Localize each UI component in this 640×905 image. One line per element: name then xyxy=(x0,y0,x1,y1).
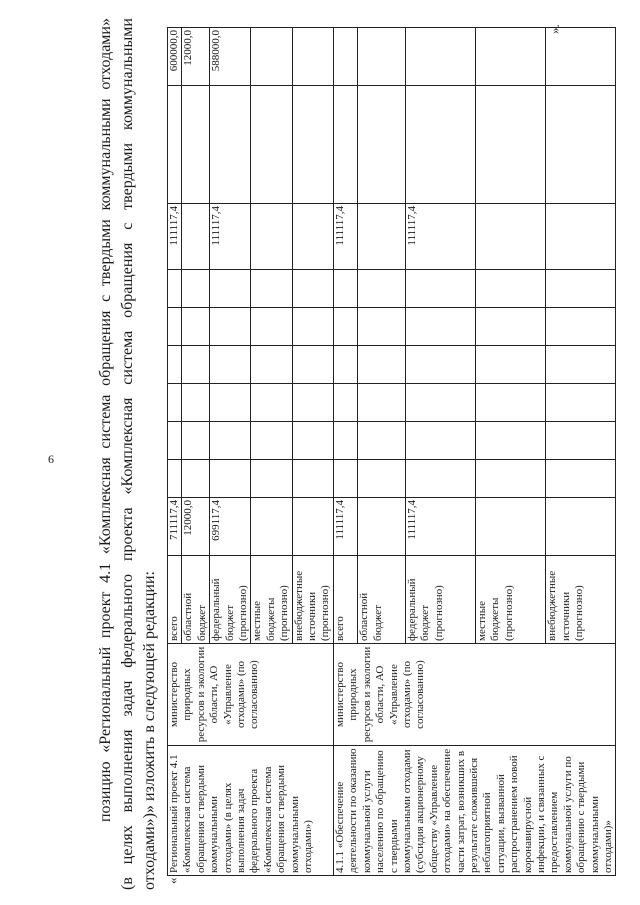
amount-cell: 600000,0 xyxy=(168,28,182,86)
amount-cell xyxy=(292,308,333,346)
amount-cell xyxy=(475,384,545,422)
amount-cell xyxy=(405,86,475,204)
amount-cell: 111117,4 xyxy=(210,204,251,270)
page-number: 6 xyxy=(48,452,54,466)
amount-cell xyxy=(292,270,333,308)
amount-cell xyxy=(292,346,333,384)
amount-cell xyxy=(358,308,405,346)
amount-cell xyxy=(210,460,251,498)
amount-cell xyxy=(405,422,475,460)
executor-cell: министерство природных ресурсов и экологии области, АО «Управление отходами» (по согласованию) xyxy=(168,644,334,746)
amount-cell: 111117,4 xyxy=(405,204,475,270)
amount-cell xyxy=(546,28,616,86)
amount-cell xyxy=(168,422,182,460)
amount-cell xyxy=(251,86,292,204)
amount-cell: 111117,4 xyxy=(333,204,358,270)
amount-cell xyxy=(292,86,333,204)
funding-source-cell: федеральный бюджет (прогнозно) xyxy=(405,556,475,644)
amount-cell xyxy=(546,86,616,204)
amount-cell xyxy=(168,308,182,346)
program-table xyxy=(167,27,616,876)
amount-cell xyxy=(210,86,251,204)
amount-cell xyxy=(182,346,210,384)
funding-source-cell: всего xyxy=(168,556,182,644)
amount-cell xyxy=(168,86,182,204)
amount-cell xyxy=(210,270,251,308)
intro-line: позицию «Региональный проект 4.1 «Комплексная система обращения с твердыми коммунальными отходами» xyxy=(97,18,114,822)
opening-quote: « xyxy=(165,877,180,884)
funding-source-cell: всего xyxy=(333,556,358,644)
amount-cell xyxy=(475,86,545,204)
measure-name-cell: Региональный проект 4.1 «Комплексная система обращения с твердыми коммунальными отходами» (в целях выполнения задач федерального проекта «Комплексная система обращения с твердыми коммунальными отходами») xyxy=(168,746,334,876)
amount-cell xyxy=(292,204,333,270)
amount-cell xyxy=(475,270,545,308)
amount-cell xyxy=(546,346,616,384)
amount-cell xyxy=(333,270,358,308)
amount-cell xyxy=(405,460,475,498)
amount-cell xyxy=(546,498,616,556)
amount-cell xyxy=(333,346,358,384)
amount-cell xyxy=(546,422,616,460)
amount-cell xyxy=(251,460,292,498)
amount-cell xyxy=(292,384,333,422)
amount-cell xyxy=(251,204,292,270)
amount-cell: 699117,4 xyxy=(210,498,251,556)
amount-cell xyxy=(405,308,475,346)
amount-cell xyxy=(333,422,358,460)
amount-cell xyxy=(251,270,292,308)
closing-quote: ». xyxy=(547,24,562,34)
amount-cell xyxy=(405,28,475,86)
amount-cell xyxy=(333,308,358,346)
amount-cell xyxy=(168,270,182,308)
amount-cell xyxy=(358,422,405,460)
amount-cell xyxy=(210,384,251,422)
amount-cell: 111117,4 xyxy=(333,498,358,556)
amount-cell xyxy=(475,346,545,384)
amount-cell xyxy=(358,204,405,270)
amount-cell xyxy=(251,308,292,346)
amount-cell xyxy=(405,346,475,384)
amount-cell xyxy=(358,498,405,556)
amount-cell xyxy=(475,498,545,556)
amount-cell: 588000,0 xyxy=(210,28,251,86)
funding-source-cell: областной бюджет xyxy=(358,556,405,644)
funding-source-cell: местные бюджеты (прогнозно) xyxy=(475,556,545,644)
amount-cell xyxy=(210,346,251,384)
measure-name-cell: 4.1.1 «Обеспечение деятельности по оказанию коммунальной услуги населению по обращению с твердыми коммунальными отходами (субсидия акционерному обществу «Управление отходами» на обеспечение части затрат, возникших в результате сложившейся неблагоприятной ситуации, вызванной распространением новой коронавирусной инфекции, и связанных с предоставлением коммунальной услуги по обращению с твердыми коммунальными отходами)» xyxy=(333,746,616,876)
amount-cell xyxy=(182,308,210,346)
amount-cell xyxy=(251,28,292,86)
amount-cell xyxy=(168,460,182,498)
amount-cell xyxy=(358,28,405,86)
amount-cell xyxy=(182,204,210,270)
amount-cell xyxy=(251,346,292,384)
amount-cell xyxy=(475,204,545,270)
amount-cell xyxy=(546,308,616,346)
amount-cell xyxy=(358,384,405,422)
amount-cell xyxy=(292,498,333,556)
executor-cell: министерство природных ресурсов и экологии области, АО «Управление отходами» (по согласованию) xyxy=(333,644,616,746)
amount-cell xyxy=(210,308,251,346)
funding-source-cell: внебюджетные источники (прогнозно) xyxy=(292,556,333,644)
amount-cell xyxy=(546,460,616,498)
amount-cell xyxy=(475,28,545,86)
amount-cell xyxy=(405,270,475,308)
amount-cell xyxy=(182,86,210,204)
amount-cell xyxy=(210,422,251,460)
amount-cell xyxy=(168,346,182,384)
amount-cell xyxy=(182,422,210,460)
amount-cell: 12000,0 xyxy=(182,498,210,556)
amount-cell xyxy=(405,384,475,422)
intro-line: отходами»)» изложить в следующей редакции: xyxy=(141,571,158,890)
amount-cell xyxy=(546,384,616,422)
funding-source-cell: федеральный бюджет (прогнозно) xyxy=(210,556,251,644)
amount-cell xyxy=(292,422,333,460)
amount-cell xyxy=(358,270,405,308)
amount-cell xyxy=(292,28,333,86)
amount-cell xyxy=(251,422,292,460)
amount-cell xyxy=(546,204,616,270)
amount-cell xyxy=(292,460,333,498)
amount-cell xyxy=(333,28,358,86)
amount-cell xyxy=(168,384,182,422)
funding-source-cell: местные бюджеты (прогнозно) xyxy=(251,556,292,644)
amount-cell xyxy=(475,460,545,498)
amount-cell xyxy=(358,460,405,498)
rotated-page-content xyxy=(95,18,640,890)
table-row xyxy=(333,28,358,876)
amount-cell xyxy=(358,86,405,204)
amount-cell xyxy=(333,384,358,422)
amount-cell xyxy=(546,270,616,308)
amount-cell xyxy=(475,422,545,460)
amount-cell: 711117,4 xyxy=(168,498,182,556)
table-row xyxy=(168,28,182,876)
amount-cell xyxy=(358,346,405,384)
amount-cell xyxy=(182,270,210,308)
amount-cell: 111117,4 xyxy=(405,498,475,556)
funding-source-cell: областной бюджет xyxy=(182,556,210,644)
amount-cell xyxy=(251,384,292,422)
amount-cell xyxy=(182,384,210,422)
amount-cell: 111117,4 xyxy=(168,204,182,270)
amount-cell xyxy=(251,498,292,556)
funding-source-cell: внебюджетные источники (прогнозно) xyxy=(546,556,616,644)
amount-cell xyxy=(333,86,358,204)
amount-cell xyxy=(475,308,545,346)
amendment-intro xyxy=(95,18,161,890)
amount-cell xyxy=(182,460,210,498)
amount-cell: 12000,0 xyxy=(182,28,210,86)
amount-cell xyxy=(333,460,358,498)
intro-line: (в целях выполнения задач федерального проекта «Комплексная система обращения с твердыми коммунальными xyxy=(119,18,136,890)
